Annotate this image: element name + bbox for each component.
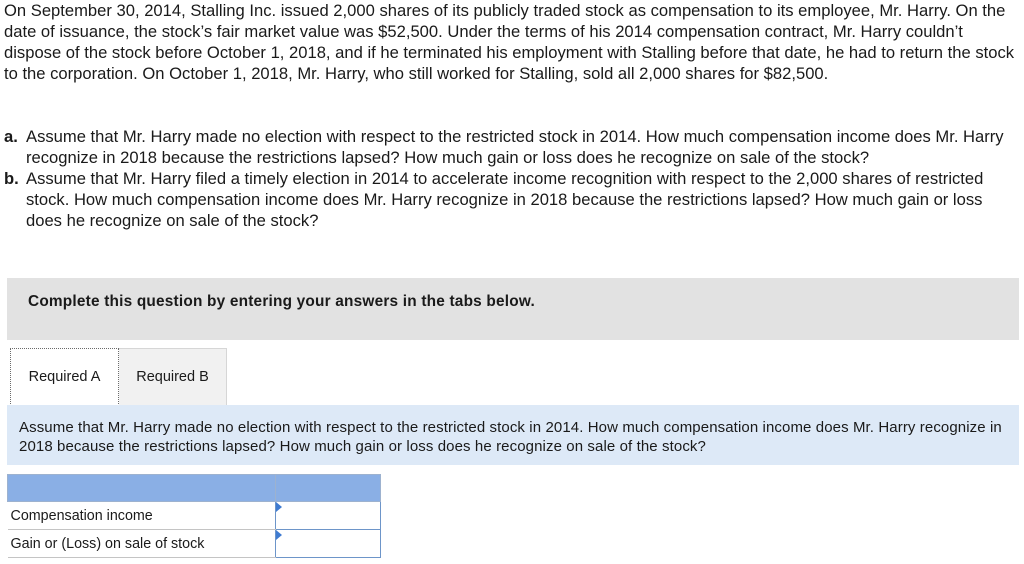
question-letter: a. [4,127,18,146]
tab-required-b[interactable] [119,348,227,406]
tab-required-a[interactable] [10,348,119,406]
table-row [8,502,381,530]
input-marker-icon [276,530,282,540]
question-text: Assume that Mr. Harry filed a timely election in 2014 to accelerate income recognition with respect to the 2,000 shares of restricted stock. How much compensation income does Mr. Harry recognize in 2018 because the restrictions lapsed? How much gain or loss does he recognize on sale of the stock? [26,169,984,230]
question-a [4,126,1020,168]
input-marker-icon [276,502,282,512]
panel-question-text: Assume that Mr. Harry made no election with respect to the restricted stock in 2014. How much compensation income does Mr. Harry recognize in 2018 because the restrictions lapsed? How much gain or loss does he recognize on sale of the stock? [19,419,1002,455]
row-label-gain-loss: Gain or (Loss) on sale of stock [8,530,276,558]
question-text: Assume that Mr. Harry made no election with respect to the restricted stock in 2014. How much compensation income does Mr. Harry recognize in 2018 because the restrictions lapsed? How much gain or loss does he recognize on sale of the stock? [26,127,1004,167]
question-list [4,126,1020,231]
question-b [4,168,1020,231]
gain-loss-cell [275,530,380,558]
tab-bar [10,348,227,406]
question-letter: b. [4,169,19,188]
compensation-income-cell [275,502,380,530]
table-header-row [8,475,381,502]
tab-label: Required B [136,369,209,385]
instruction-bar [7,278,1019,340]
instruction-text: Complete this question by entering your answers in the tabs below. [28,293,535,310]
table-header-cell [8,475,276,502]
tab-panel-question [7,405,1019,465]
tab-label: Required A [28,369,101,385]
table-header-cell [275,475,380,502]
problem-intro: On September 30, 2014, Stalling Inc. issued 2,000 shares of its publicly traded stock as compensation to its employee, Mr. Harry. On the date of issuance, the stock’s fair market value was $52,500. Under the terms of his 2014 compensation contract, Mr. Harry couldn’t dispose of the stock before October 1, 2018, and if he terminated his employment with Stalling before that date, he had to return the stock to the corporation. On October 1, 2018, Mr. Harry, who still worked for Stalling, sold all 2,000 shares for $82,500. [4,1,1015,83]
table-row [8,530,381,558]
compensation-income-input[interactable] [276,503,380,528]
row-label-compensation-income: Compensation income [8,502,276,530]
gain-loss-input[interactable] [276,531,380,556]
answer-table [7,474,381,558]
